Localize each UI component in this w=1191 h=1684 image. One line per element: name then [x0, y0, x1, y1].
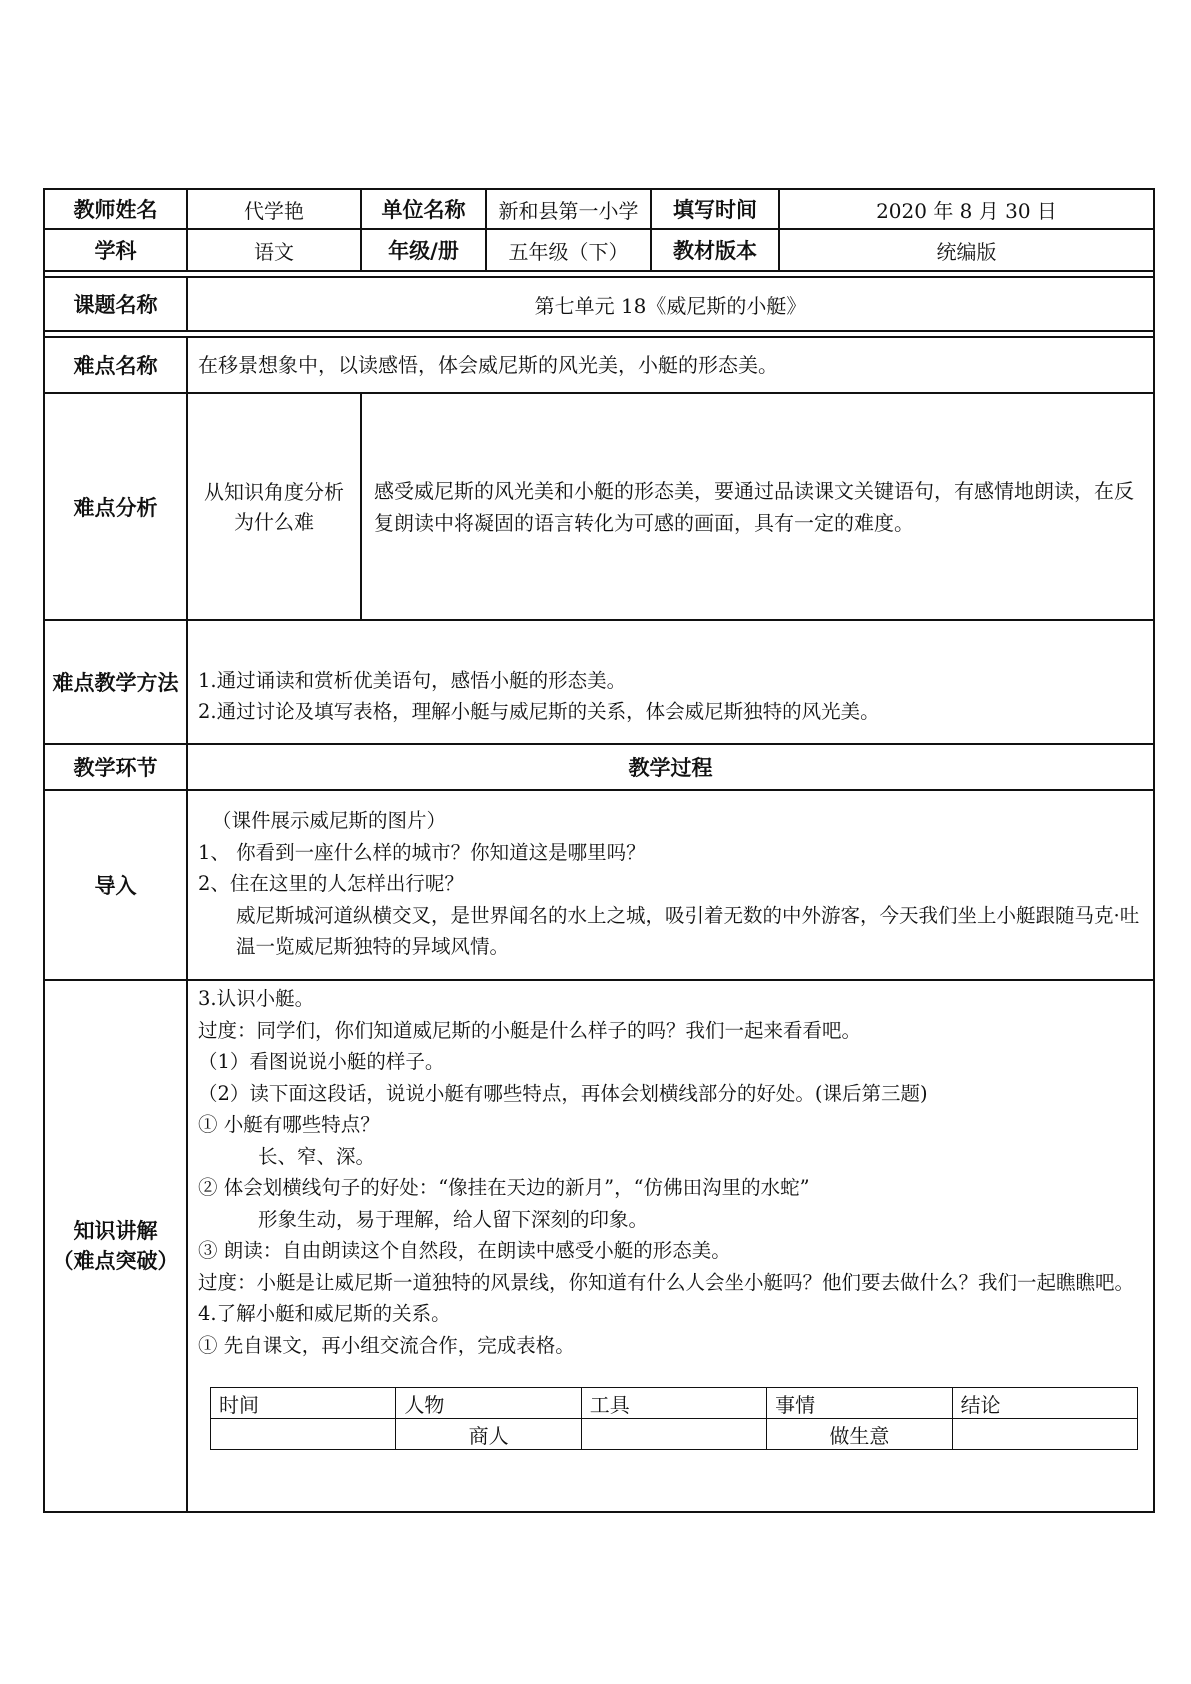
intro-content: [187, 790, 1154, 980]
topic-label: 课题名称: [44, 277, 187, 331]
date-label: 填写时间: [651, 189, 779, 229]
knowledge-line-3: （1）看图说说小艇的样子。: [198, 1050, 445, 1073]
analysis-sub-label: 从知识角度分析为什么难: [187, 393, 361, 620]
difficulty-label: 难点名称: [44, 337, 187, 393]
topic-value: 第七单元 18《威尼斯的小艇》: [187, 277, 1154, 331]
subject-value: 语文: [187, 229, 361, 271]
knowledge-line-4: （2）读下面这段话，说说小艇有哪些特点，再体会划横线部分的好处。(课后第三题): [198, 1081, 928, 1105]
method-row: [44, 620, 1154, 744]
intro-line-4: 威尼斯城河道纵横交叉，是世界闻名的水上之城，吸引着无数的中外游客，今天我们坐上小艇跟随马克·吐温一览威尼斯独特的异域风情。: [236, 903, 1140, 959]
inner-header-tool: 工具: [581, 1388, 766, 1419]
header-row-1: [44, 189, 1154, 229]
inner-cell-person: 商人: [396, 1419, 581, 1450]
analysis-text: 感受威尼斯的风光美和小艇的形态美，要通过品读课文关键语句，有感情地朗读，在反复朗读中将凝固的语言转化为可感的画面，具有一定的难度。: [361, 393, 1154, 620]
knowledge-label-line-2: （难点突破）: [52, 1249, 179, 1273]
intro-label: 导入: [44, 790, 187, 980]
knowledge-line-9: ③ 朗读：自由朗读这个自然段，在朗读中感受小艇的形态美。: [198, 1239, 731, 1262]
method-content: [187, 620, 1154, 744]
method-line-2: 2.通过讨论及填写表格，理解小艇与威尼斯的关系，体会威尼斯独特的风光美。: [198, 700, 880, 723]
knowledge-line-8: 形象生动，易于理解，给人留下深刻的印象。: [258, 1207, 649, 1231]
unit-value: 新和县第一小学: [486, 189, 651, 229]
knowledge-line-10: 过度：小艇是让威尼斯一道独特的风景线，你知道有什么人会坐小艇吗？他们要去做什么？我们一起瞧瞧吧。: [198, 1270, 1135, 1294]
process-label: 教学过程: [187, 744, 1154, 790]
inner-cell-conclusion: [952, 1419, 1137, 1450]
method-label: 难点教学方法: [44, 620, 187, 744]
inner-table-row: [211, 1419, 1138, 1450]
inner-cell-matter: 做生意: [767, 1419, 952, 1450]
edition-value: 统编版: [779, 229, 1154, 271]
knowledge-row: [44, 980, 1154, 1512]
knowledge-label-line-1: 知识讲解: [73, 1219, 158, 1243]
date-value: 2020 年 8 月 30 日: [779, 189, 1154, 229]
unit-label: 单位名称: [361, 189, 486, 229]
knowledge-line-5: ① 小艇有哪些特点？: [198, 1113, 380, 1136]
analysis-label: 难点分析: [44, 393, 187, 620]
teacher-label: 教师姓名: [44, 189, 187, 229]
teacher-value: 代学艳: [187, 189, 361, 229]
intro-line-2: 1、 你看到一座什么样的城市？你知道这是哪里吗？: [198, 840, 646, 864]
process-stage-label: 教学环节: [44, 744, 187, 790]
header-row-2: [44, 229, 1154, 271]
inner-header-time: 时间: [211, 1388, 396, 1419]
inner-cell-tool: [581, 1419, 766, 1450]
intro-line-3: 2、住在这里的人怎样出行呢？: [198, 872, 464, 896]
inner-header-conclusion: 结论: [952, 1388, 1137, 1419]
edition-label: 教材版本: [651, 229, 779, 271]
knowledge-line-2: 过度：同学们，你们知道威尼斯的小艇是什么样子的吗？我们一起来看看吧。: [198, 1018, 862, 1042]
knowledge-line-6: 长、窄、深。: [258, 1144, 376, 1168]
knowledge-label: [44, 980, 187, 1512]
lesson-plan-table: [43, 188, 1155, 1513]
knowledge-line-7: ② 体会划横线句子的好处：“像挂在天边的新月”，“仿佛田沟里的水蛇”: [198, 1176, 810, 1199]
inner-table-header-row: [211, 1388, 1138, 1419]
grade-value: 五年级（下）: [486, 229, 651, 271]
intro-row: [44, 790, 1154, 980]
knowledge-content: [187, 980, 1154, 1512]
inner-cell-time: [211, 1419, 396, 1450]
analysis-row: [44, 393, 1154, 620]
inner-header-person: 人物: [396, 1388, 581, 1419]
knowledge-line-12: ① 先自课文，再小组交流合作，完成表格。: [198, 1333, 575, 1357]
intro-line-1: （课件展示威尼斯的图片）: [212, 809, 447, 833]
knowledge-line-11: 4.了解小艇和威尼斯的关系。: [198, 1302, 451, 1325]
inner-header-matter: 事情: [767, 1388, 952, 1419]
grade-label: 年级/册: [361, 229, 486, 271]
topic-row: [44, 277, 1154, 331]
method-line-1: 1.通过诵读和赏析优美语句，感悟小艇的形态美。: [198, 668, 627, 692]
subject-label: 学科: [44, 229, 187, 271]
difficulty-row: [44, 337, 1154, 393]
boat-relation-table: [210, 1387, 1138, 1450]
knowledge-line-1: 3.认识小艇。: [198, 987, 315, 1010]
difficulty-value: 在移景想象中，以读感悟，体会威尼斯的风光美，小艇的形态美。: [187, 337, 1154, 393]
process-header-row: [44, 744, 1154, 790]
